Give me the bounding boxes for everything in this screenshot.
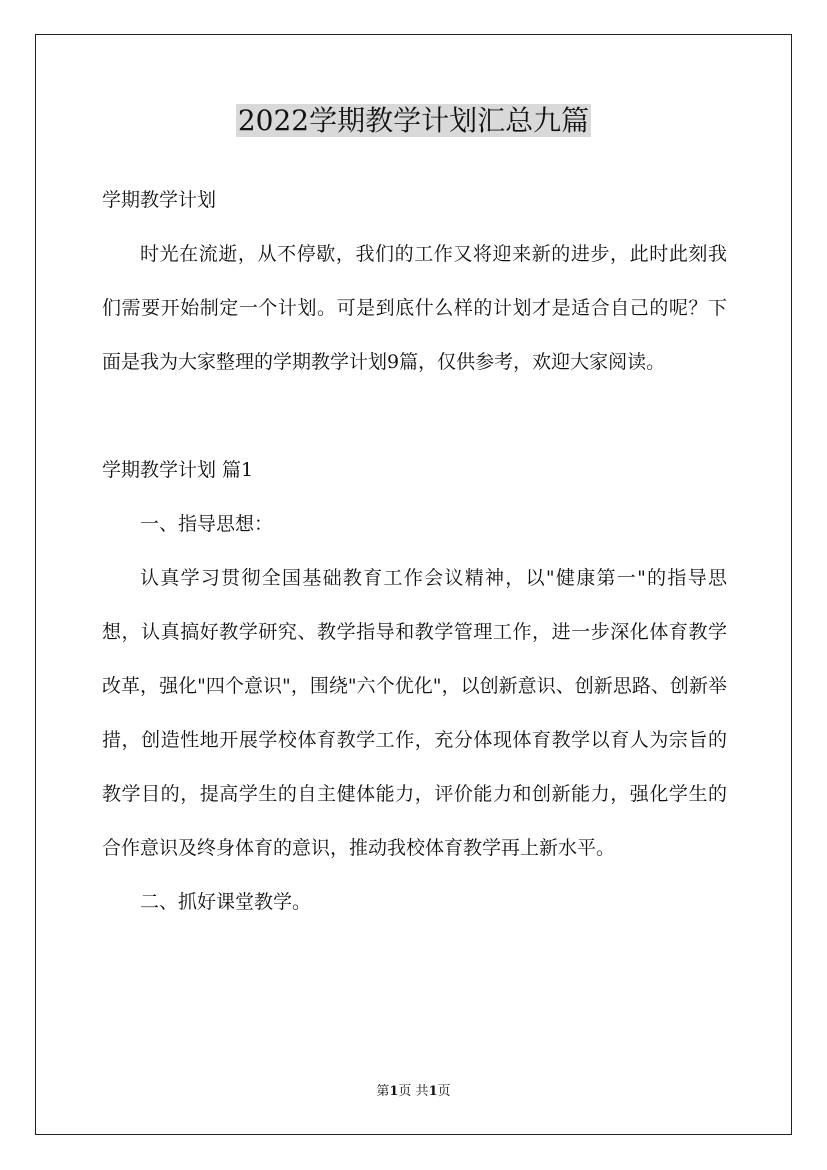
intro-paragraph: 时光在流逝，从不停歇，我们的工作又将迎来新的进步，此时此刻我们需要开始制定一个计划。可是到底什么样的计划才是适合自己的呢？下面是我为大家整理的学期教学计划9篇，仅供参考，欢迎大家阅读。 bbox=[102, 243, 727, 373]
section1-heading: 学期教学计划 篇1 bbox=[102, 459, 254, 481]
footer-page-number: 1 bbox=[389, 1084, 399, 1099]
footer-page-total: 1 bbox=[428, 1084, 438, 1099]
document-title bbox=[0, 101, 827, 141]
footer-page-prefix: 第 bbox=[376, 1084, 390, 1099]
document-title-text: 2022学期教学计划汇总九篇 bbox=[237, 104, 590, 137]
footer-page-suffix: 页 bbox=[437, 1084, 451, 1099]
page-footer bbox=[0, 1083, 827, 1101]
document-body bbox=[102, 173, 727, 929]
section1-paragraph: 认真学习贯彻全国基础教育工作会议精神，以"健康第一"的指导思想，认真搞好教学研究、教学指导和教学管理工作，进一步深化体育教学改革，强化"四个意识"，围绕"六个优化"，以创新意识、创新思路、创新举措，创造性地开展学校体育教学工作，充分体现体育教学以育人为宗旨的教学目的，提高学生的自主健体能力，评价能力和创新能力，强化学生的合作意识及终身体育的意识，推动我校体育教学再上新水平。 bbox=[102, 567, 727, 859]
blank-line bbox=[102, 389, 727, 443]
section1-subheading-guiding-ideas: 一、指导思想： bbox=[140, 513, 274, 535]
section1-subheading-classroom: 二、抓好课堂教学。 bbox=[140, 891, 312, 913]
footer-page-mid: 页 共 bbox=[398, 1084, 429, 1099]
intro-heading: 学期教学计划 bbox=[102, 189, 217, 211]
